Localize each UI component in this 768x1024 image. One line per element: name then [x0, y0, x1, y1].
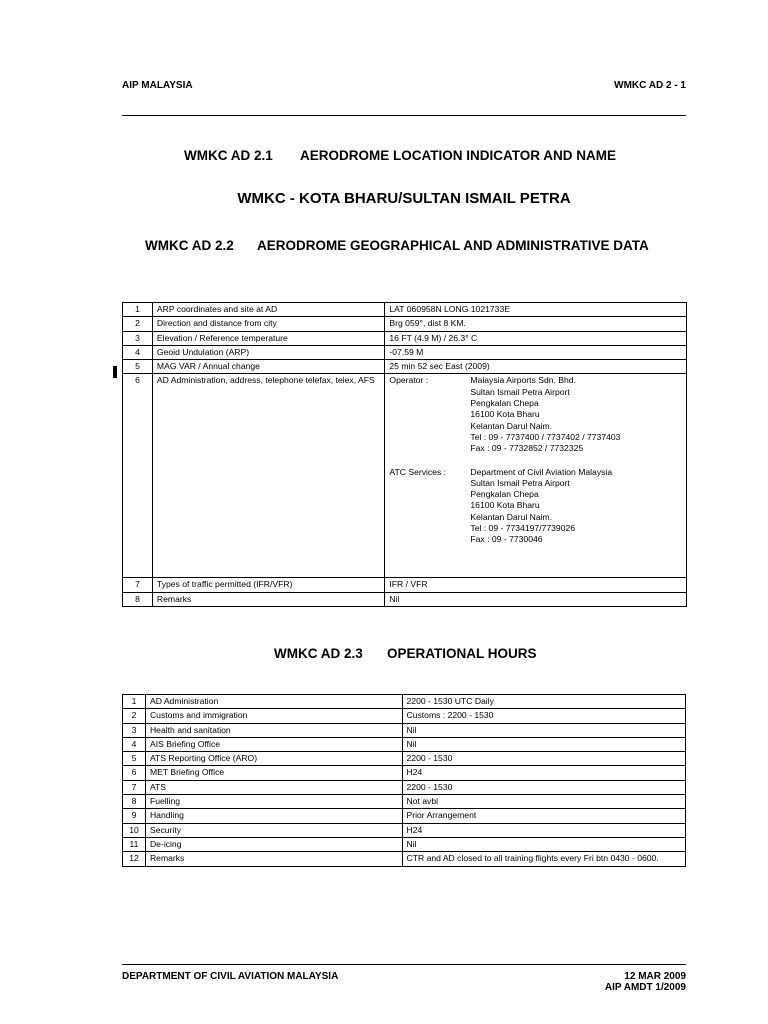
header-publication: AIP MALAYSIA: [122, 80, 193, 91]
aerodrome-name-title: WMKC - KOTA BHARU/SULTAN ISMAIL PETRA: [237, 190, 571, 207]
table-row: 2 Direction and distance from city Brg 059°, dist 8 KM.: [123, 317, 687, 331]
section-2-1-heading: [184, 148, 616, 163]
footer-rule: [122, 964, 686, 965]
table-row: 7 ATS 2200 - 1530: [123, 780, 686, 794]
operator-address: Malaysia Airports Sdn. Bhd. Sultan Ismail Petra Airport Pengkalan Chepa 16100 Kota Bharu Kelantan Darul Naim. Tel : 09 - 7737400 / 7737402 / 7737403 Fax : 09 - 7732852 / 7732325: [470, 375, 621, 454]
table-row: 3 Health and sanitation Nil: [123, 723, 686, 737]
table-row: 1 AD Administration 2200 - 1530 UTC Daily: [123, 695, 686, 709]
table-row: 6 AD Administration, address, telephone telefax, telex, AFS Operator : Malaysia Airports Sdn. Bhd. Sultan Ismail Petra Airport Pengkalan Chepa 16100 Kota Bharu Kelantan Darul Naim. Tel : 09 - 7737400 / 7737402 / 7737403 Fax : 09 - 7732852 / 7732325 ATC Services : Department of Civil Aviation Malaysia Sultan Ismail Petra Airport Pengkalan Chepa 16100 Kota Bharu Kelantan Darul Naim. Tel : 09 - 7734197/7739026 Fax : 09 - 7730046: [123, 374, 687, 578]
footer-amendment: AIP AMDT 1/2009: [604, 982, 686, 993]
section-2-2-heading: [145, 238, 649, 253]
operational-hours-table: [122, 694, 686, 867]
table-row: 6 MET Briefing Office H24: [123, 766, 686, 780]
atc-label: ATC Services :: [389, 466, 447, 477]
table-row: 9 Handling Prior Arrangement: [123, 809, 686, 823]
atc-address: Department of Civil Aviation Malaysia Sultan Ismail Petra Airport Pengkalan Chepa 16100 Kota Bharu Kelantan Darul Naim. Tel : 09 - 7734197/7739026 Fax : 09 - 7730046: [470, 466, 613, 545]
table-row: 1 ARP coordinates and site at AD LAT 060958N LONG 1021733E: [123, 303, 687, 317]
table-row: 5 ATS Reporting Office (ARO) 2200 - 1530: [123, 752, 686, 766]
header-rule: [122, 115, 686, 116]
table-row: 2 Customs and immigration Customs : 2200 - 1530: [123, 709, 686, 723]
footer-department: DEPARTMENT OF CIVIL AVIATION MALAYSIA: [122, 971, 339, 982]
footer-date: 12 MAR 2009: [624, 971, 686, 982]
section-2-1-code: WMKC AD 2.1: [184, 148, 273, 163]
table-row: 4 AIS Briefing Office Nil: [123, 737, 686, 751]
table-row: 7 Types of traffic permitted (IFR/VFR) IFR / VFR: [123, 578, 687, 592]
section-2-3-heading: [274, 646, 537, 661]
table-row: 3 Elevation / Reference temperature 16 FT (4.9 M) / 26.3° C: [123, 331, 687, 345]
table-row: 10 Security H24: [123, 823, 686, 837]
table-row: 8 Remarks Nil: [123, 592, 687, 606]
section-2-2-title: AERODROME GEOGRAPHICAL AND ADMINISTRATIVE DATA: [257, 238, 649, 253]
table-row: 5 MAG VAR / Annual change 25 min 52 sec East (2009): [123, 360, 687, 374]
operator-label: Operator :: [389, 375, 429, 386]
section-2-3-code: WMKC AD 2.3: [274, 646, 363, 661]
table-row: 8 Fuelling Not avbl: [123, 795, 686, 809]
section-2-2-code: WMKC AD 2.2: [145, 238, 234, 253]
contact-details: [385, 374, 687, 578]
atc-block: [389, 467, 682, 546]
section-2-1-title: AERODROME LOCATION INDICATOR AND NAME: [300, 148, 616, 163]
section-2-3-title: OPERATIONAL HOURS: [387, 646, 537, 661]
header-page-ref: WMKC AD 2 - 1: [614, 80, 686, 91]
operator-block: [389, 375, 682, 454]
table-row: 4 Geoid Undulation (ARP) -07.59 M: [123, 345, 687, 359]
table-row: 11 De-icing Nil: [123, 837, 686, 851]
geo-admin-table: [122, 302, 687, 607]
table-row: 12 Remarks CTR and AD closed to all training flights every Fri btn 0430 - 0600.: [123, 852, 686, 866]
change-bar: [113, 366, 117, 378]
